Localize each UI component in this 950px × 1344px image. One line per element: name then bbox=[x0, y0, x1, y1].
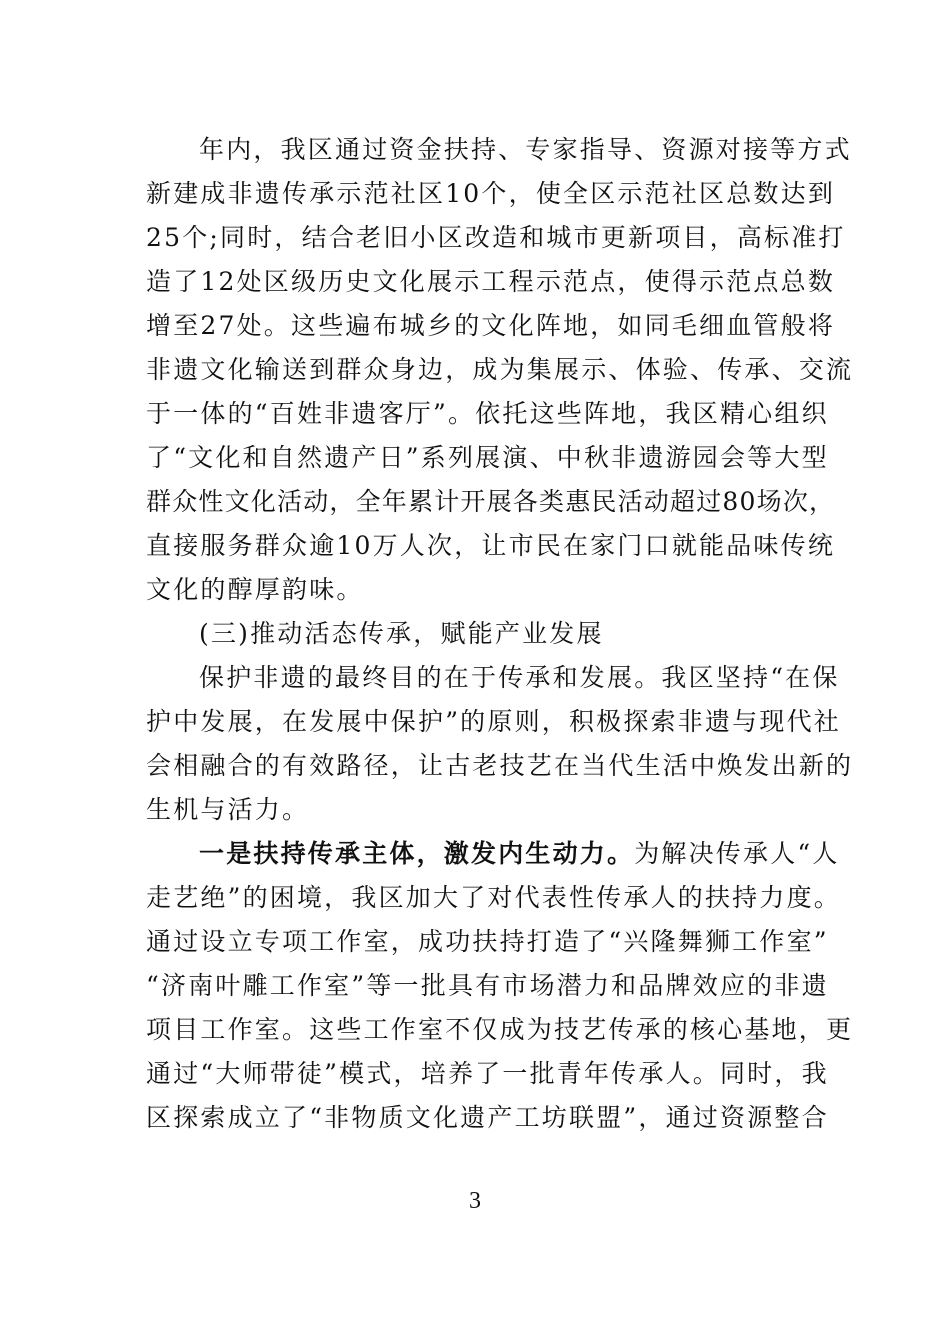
paragraph-line: 项目工作室。这些工作室不仅成为技艺传承的核心基地，更 bbox=[146, 1015, 854, 1044]
paragraph-line: 直接服务群众逾10万人次，让市民在家门口就能品味传统 bbox=[146, 531, 836, 560]
paragraph-line bbox=[146, 832, 840, 876]
line-continuation: 为解决传承人“人 bbox=[634, 839, 840, 868]
paragraph-line: 走艺绝”的困境，我区加大了对代表性传承人的扶持力度。 bbox=[146, 883, 841, 912]
paragraph-line: 新建成非遗传承示范社区10个，使全区示范社区总数达到 bbox=[146, 179, 836, 208]
paragraph-line: 年内，我区通过资金扶持、专家指导、资源对接等方式 bbox=[199, 135, 852, 164]
paragraph-line: 会相融合的有效路径，让古老技艺在当代生活中焕发出新的 bbox=[146, 751, 854, 780]
paragraph-line: 了“文化和自然遗产日”系列展演、中秋非遗游园会等大型 bbox=[146, 443, 829, 472]
paragraph-line: 生机与活力。 bbox=[146, 795, 310, 824]
paragraph-line: 于一体的“百姓非遗客厅”。依托这些阵地，我区精心组织 bbox=[146, 399, 829, 428]
paragraph-line: 文化的醇厚韵味。 bbox=[146, 575, 364, 604]
paragraph-line: 区探索成立了“非物质文化遗产工坊联盟”，通过资源整合 bbox=[146, 1103, 829, 1132]
paragraph-line: 群众性文化活动，全年累计开展各类惠民活动超过80场次， bbox=[146, 487, 836, 516]
paragraph-line: 通过设立专项工作室，成功扶持打造了“兴隆舞狮工作室” bbox=[146, 927, 829, 956]
paragraph-line: “济南叶雕工作室”等一批具有市场潜力和品牌效应的非遗 bbox=[146, 971, 829, 1000]
paragraph-line: 护中发展，在发展中保护”的原则，积极探索非遗与现代社 bbox=[146, 707, 841, 736]
paragraph-line: 保护非遗的最终目的在于传承和发展。我区坚持“在保 bbox=[199, 663, 840, 692]
page-number: 3 bbox=[469, 1188, 481, 1214]
bold-lead-phrase: 一是扶持传承主体，激发内生动力。 bbox=[199, 839, 635, 868]
paragraph-line: 25个;同时，结合老旧小区改造和城市更新项目，高标准打 bbox=[146, 223, 846, 252]
paragraph-line: 非遗文化输送到群众身边，成为集展示、体验、传承、交流 bbox=[146, 355, 854, 384]
section-heading: (三)推动活态传承，赋能产业发展 bbox=[199, 619, 604, 648]
paragraph-line: 增至27处。这些遍布城乡的文化阵地，如同毛细血管般将 bbox=[146, 311, 836, 340]
body-text bbox=[146, 128, 854, 1140]
paragraph-line: 造了12处区级历史文化展示工程示范点，使得示范点总数 bbox=[146, 267, 836, 296]
paragraph-line: 通过“大师带徒”模式，培养了一批青年传承人。同时，我 bbox=[146, 1059, 829, 1088]
